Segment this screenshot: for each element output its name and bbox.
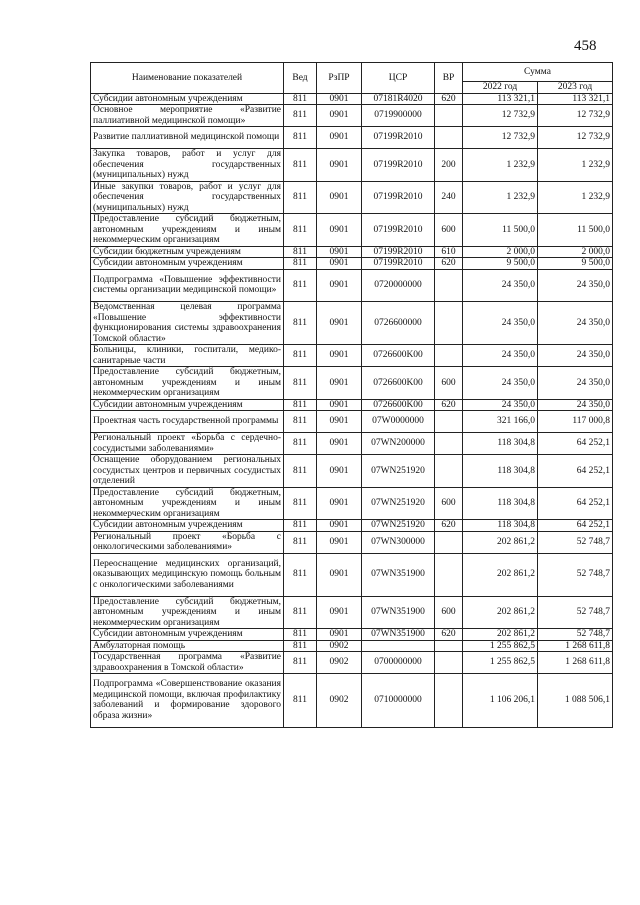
row-ved: 811	[284, 345, 317, 367]
row-sum-2023: 12 732,9	[538, 105, 613, 127]
row-csr: 0720000000	[362, 269, 435, 302]
table-row	[91, 214, 613, 247]
row-sum-2023: 24 350,0	[538, 399, 613, 411]
row-ved: 811	[284, 455, 317, 488]
page-number: 458	[574, 38, 597, 54]
row-ved: 811	[284, 629, 317, 641]
row-rzpr: 0901	[317, 367, 362, 400]
row-csr: 07199R2010	[362, 127, 435, 149]
row-rzpr: 0901	[317, 258, 362, 270]
row-sum-2022: 118 304,8	[463, 455, 538, 488]
row-sum-2022: 118 304,8	[463, 433, 538, 455]
row-vr: 600	[435, 487, 463, 520]
row-csr: 07WN351900	[362, 553, 435, 596]
row-ved: 811	[284, 302, 317, 345]
row-ved: 811	[284, 553, 317, 596]
row-vr: 240	[435, 181, 463, 214]
row-name: Больницы, клиники, госпитали, медико-санитарные части	[91, 345, 284, 367]
row-sum-2023: 11 500,0	[538, 214, 613, 247]
row-sum-2022: 12 732,9	[463, 127, 538, 149]
row-rzpr: 0901	[317, 149, 362, 182]
row-vr: 200	[435, 149, 463, 182]
row-sum-2022: 202 861,2	[463, 629, 538, 641]
row-sum-2023: 12 732,9	[538, 127, 613, 149]
row-ved: 811	[284, 181, 317, 214]
header-name: Наименование показателей	[91, 63, 284, 94]
row-vr: 620	[435, 93, 463, 105]
table-row	[91, 487, 613, 520]
row-sum-2023: 64 252,1	[538, 487, 613, 520]
row-vr	[435, 553, 463, 596]
table-row	[91, 399, 613, 411]
row-vr: 610	[435, 246, 463, 258]
row-name: Амбулаторная помощь	[91, 640, 284, 652]
table-row	[91, 149, 613, 182]
row-rzpr: 0902	[317, 674, 362, 728]
row-rzpr: 0901	[317, 214, 362, 247]
row-sum-2023: 1 268 611,8	[538, 640, 613, 652]
row-ved: 811	[284, 399, 317, 411]
row-vr	[435, 411, 463, 433]
row-vr	[435, 433, 463, 455]
table-row	[91, 640, 613, 652]
row-sum-2022: 12 732,9	[463, 105, 538, 127]
header-csr: ЦСР	[362, 63, 435, 94]
row-sum-2022: 9 500,0	[463, 258, 538, 270]
row-vr	[435, 269, 463, 302]
row-sum-2022: 202 861,2	[463, 531, 538, 553]
row-sum-2023: 24 350,0	[538, 269, 613, 302]
row-rzpr: 0902	[317, 640, 362, 652]
row-sum-2023: 64 252,1	[538, 433, 613, 455]
header-vr: ВР	[435, 63, 463, 94]
row-name: Субсидии автономным учреждениям	[91, 629, 284, 641]
row-name: Предоставление субсидий бюджетным, автономным учреждениям и иным некоммерческим организациям	[91, 596, 284, 629]
row-sum-2023: 52 748,7	[538, 596, 613, 629]
row-vr	[435, 127, 463, 149]
row-ved: 811	[284, 487, 317, 520]
row-ved: 811	[284, 149, 317, 182]
row-csr: 07199R2010	[362, 214, 435, 247]
row-ved: 811	[284, 640, 317, 652]
row-rzpr: 0901	[317, 553, 362, 596]
row-sum-2023: 113 321,1	[538, 93, 613, 105]
table-row	[91, 181, 613, 214]
row-rzpr: 0901	[317, 93, 362, 105]
row-csr: 07199R2010	[362, 149, 435, 182]
table-row	[91, 411, 613, 433]
row-ved: 811	[284, 367, 317, 400]
table-row	[91, 105, 613, 127]
row-sum-2022: 1 255 862,5	[463, 640, 538, 652]
row-sum-2023: 9 500,0	[538, 258, 613, 270]
row-vr: 620	[435, 258, 463, 270]
row-name: Субсидии автономным учреждениям	[91, 399, 284, 411]
row-csr: 07181R4020	[362, 93, 435, 105]
row-sum-2023: 24 350,0	[538, 367, 613, 400]
row-ved: 811	[284, 105, 317, 127]
row-csr: 07WN300000	[362, 531, 435, 553]
row-vr	[435, 531, 463, 553]
row-sum-2022: 24 350,0	[463, 302, 538, 345]
row-sum-2023: 2 000,0	[538, 246, 613, 258]
header-sum: Сумма	[463, 63, 613, 82]
row-ved: 811	[284, 520, 317, 532]
row-rzpr: 0901	[317, 411, 362, 433]
row-sum-2022: 24 350,0	[463, 399, 538, 411]
table-row	[91, 345, 613, 367]
row-rzpr: 0901	[317, 455, 362, 488]
row-sum-2023: 1 268 611,8	[538, 652, 613, 674]
row-ved: 811	[284, 411, 317, 433]
row-name: Оснащение оборудованием региональных сосудистых центров и первичных сосудистых отделений	[91, 455, 284, 488]
row-ved: 811	[284, 214, 317, 247]
row-sum-2023: 52 748,7	[538, 531, 613, 553]
row-sum-2022: 2 000,0	[463, 246, 538, 258]
row-name: Подпрограмма «Совершенствование оказания медицинской помощи, включая профилактику заболеваний и формирование здорового образа жизни»	[91, 674, 284, 728]
row-ved: 811	[284, 433, 317, 455]
row-name: Региональный проект «Борьба с сердечно-сосудистыми заболеваниями»	[91, 433, 284, 455]
row-csr: 0710000000	[362, 674, 435, 728]
row-name: Субсидии автономным учреждениям	[91, 93, 284, 105]
row-sum-2022: 202 861,2	[463, 596, 538, 629]
row-rzpr: 0901	[317, 127, 362, 149]
row-csr: 07WN251920	[362, 520, 435, 532]
row-csr	[362, 640, 435, 652]
row-rzpr: 0901	[317, 345, 362, 367]
row-csr: 0726600K00	[362, 367, 435, 400]
table-row	[91, 258, 613, 270]
row-vr	[435, 345, 463, 367]
table-row	[91, 553, 613, 596]
row-sum-2023: 1 088 506,1	[538, 674, 613, 728]
row-name: Закупка товаров, работ и услуг для обеспечения государственных (муниципальных) нужд	[91, 149, 284, 182]
table-row	[91, 93, 613, 105]
table-row	[91, 246, 613, 258]
header-ved: Вед	[284, 63, 317, 94]
row-rzpr: 0901	[317, 302, 362, 345]
row-sum-2022: 24 350,0	[463, 269, 538, 302]
row-name: Предоставление субсидий бюджетным, автономным учреждениям и иным некоммерческим организациям	[91, 367, 284, 400]
budget-table	[90, 62, 613, 728]
row-csr: 0726600K00	[362, 399, 435, 411]
row-rzpr: 0901	[317, 487, 362, 520]
row-sum-2023: 52 748,7	[538, 553, 613, 596]
row-sum-2022: 113 321,1	[463, 93, 538, 105]
table-row	[91, 652, 613, 674]
row-csr: 07199R2010	[362, 181, 435, 214]
row-name: Субсидии автономным учреждениям	[91, 258, 284, 270]
table-row	[91, 455, 613, 488]
table-row	[91, 596, 613, 629]
row-vr	[435, 302, 463, 345]
row-rzpr: 0901	[317, 181, 362, 214]
table-row	[91, 302, 613, 345]
row-sum-2022: 1 255 862,5	[463, 652, 538, 674]
row-rzpr: 0901	[317, 596, 362, 629]
row-rzpr: 0901	[317, 246, 362, 258]
row-rzpr: 0901	[317, 629, 362, 641]
row-name: Государственная программа «Развитие здравоохранения в Томской области»	[91, 652, 284, 674]
row-vr	[435, 455, 463, 488]
row-ved: 811	[284, 269, 317, 302]
row-sum-2022: 118 304,8	[463, 487, 538, 520]
row-sum-2022: 24 350,0	[463, 367, 538, 400]
row-sum-2022: 118 304,8	[463, 520, 538, 532]
row-csr: 07WN251920	[362, 487, 435, 520]
row-name: Субсидии автономным учреждениям	[91, 520, 284, 532]
row-sum-2022: 1 106 206,1	[463, 674, 538, 728]
row-csr: 0726600K00	[362, 345, 435, 367]
row-sum-2022: 11 500,0	[463, 214, 538, 247]
row-sum-2023: 64 252,1	[538, 520, 613, 532]
row-vr	[435, 105, 463, 127]
row-name: Ведомственная целевая программа «Повышение эффективности функционирования системы здравоохранения Томской области»	[91, 302, 284, 345]
row-sum-2022: 202 861,2	[463, 553, 538, 596]
row-vr	[435, 640, 463, 652]
table-row	[91, 367, 613, 400]
row-name: Переоснащение медицинских организаций, оказывающих медицинскую помощь больным с онкологическими заболеваниями	[91, 553, 284, 596]
row-csr: 07199R2010	[362, 246, 435, 258]
row-name: Развитие паллиативной медицинской помощи	[91, 127, 284, 149]
row-csr: 07199R2010	[362, 258, 435, 270]
row-csr: 07W0000000	[362, 411, 435, 433]
row-ved: 811	[284, 258, 317, 270]
row-ved: 811	[284, 674, 317, 728]
row-sum-2022: 1 232,9	[463, 181, 538, 214]
row-ved: 811	[284, 596, 317, 629]
row-ved: 811	[284, 531, 317, 553]
row-sum-2023: 117 000,8	[538, 411, 613, 433]
row-sum-2022: 1 232,9	[463, 149, 538, 182]
row-rzpr: 0902	[317, 652, 362, 674]
table-row	[91, 629, 613, 641]
row-name: Предоставление субсидий бюджетным, автономным учреждениям и иным некоммерческим организациям	[91, 214, 284, 247]
row-sum-2022: 321 166,0	[463, 411, 538, 433]
table-row	[91, 520, 613, 532]
row-sum-2023: 24 350,0	[538, 302, 613, 345]
header-rzpr: РзПР	[317, 63, 362, 94]
row-name: Субсидии бюджетным учреждениям	[91, 246, 284, 258]
row-name: Основное мероприятие «Развитие паллиативной медицинской помощи»	[91, 105, 284, 127]
row-vr: 620	[435, 629, 463, 641]
table-row	[91, 433, 613, 455]
row-sum-2023: 1 232,9	[538, 181, 613, 214]
row-sum-2023: 52 748,7	[538, 629, 613, 641]
row-ved: 811	[284, 93, 317, 105]
row-rzpr: 0901	[317, 399, 362, 411]
row-name: Проектная часть государственной программы	[91, 411, 284, 433]
row-name: Региональный проект «Борьба с онкологическими заболеваниями»	[91, 531, 284, 553]
row-ved: 811	[284, 127, 317, 149]
header-2022: 2022 год	[463, 82, 538, 94]
table-row	[91, 269, 613, 302]
row-vr	[435, 652, 463, 674]
row-csr: 07WN251920	[362, 455, 435, 488]
row-sum-2022: 24 350,0	[463, 345, 538, 367]
row-rzpr: 0901	[317, 269, 362, 302]
row-sum-2023: 24 350,0	[538, 345, 613, 367]
row-ved: 811	[284, 246, 317, 258]
row-vr: 600	[435, 596, 463, 629]
row-rzpr: 0901	[317, 520, 362, 532]
header-2023: 2023 год	[538, 82, 613, 94]
row-sum-2023: 1 232,9	[538, 149, 613, 182]
row-csr: 07WN351900	[362, 629, 435, 641]
table-row	[91, 531, 613, 553]
row-vr	[435, 674, 463, 728]
row-csr: 07WN351900	[362, 596, 435, 629]
row-name: Предоставление субсидий бюджетным, автономным учреждениям и иным некоммерческим организациям	[91, 487, 284, 520]
row-rzpr: 0901	[317, 105, 362, 127]
row-vr: 600	[435, 367, 463, 400]
row-sum-2023: 64 252,1	[538, 455, 613, 488]
table-row	[91, 674, 613, 728]
row-csr: 0726600000	[362, 302, 435, 345]
row-csr: 07WN200000	[362, 433, 435, 455]
row-csr: 0719900000	[362, 105, 435, 127]
row-vr: 620	[435, 520, 463, 532]
row-rzpr: 0901	[317, 433, 362, 455]
row-name: Подпрограмма «Повышение эффективности системы организации медицинской помощи»	[91, 269, 284, 302]
table-row	[91, 127, 613, 149]
row-rzpr: 0901	[317, 531, 362, 553]
row-vr: 620	[435, 399, 463, 411]
row-vr: 600	[435, 214, 463, 247]
row-ved: 811	[284, 652, 317, 674]
row-csr: 0700000000	[362, 652, 435, 674]
row-name: Иные закупки товаров, работ и услуг для обеспечения государственных (муниципальных) нужд	[91, 181, 284, 214]
